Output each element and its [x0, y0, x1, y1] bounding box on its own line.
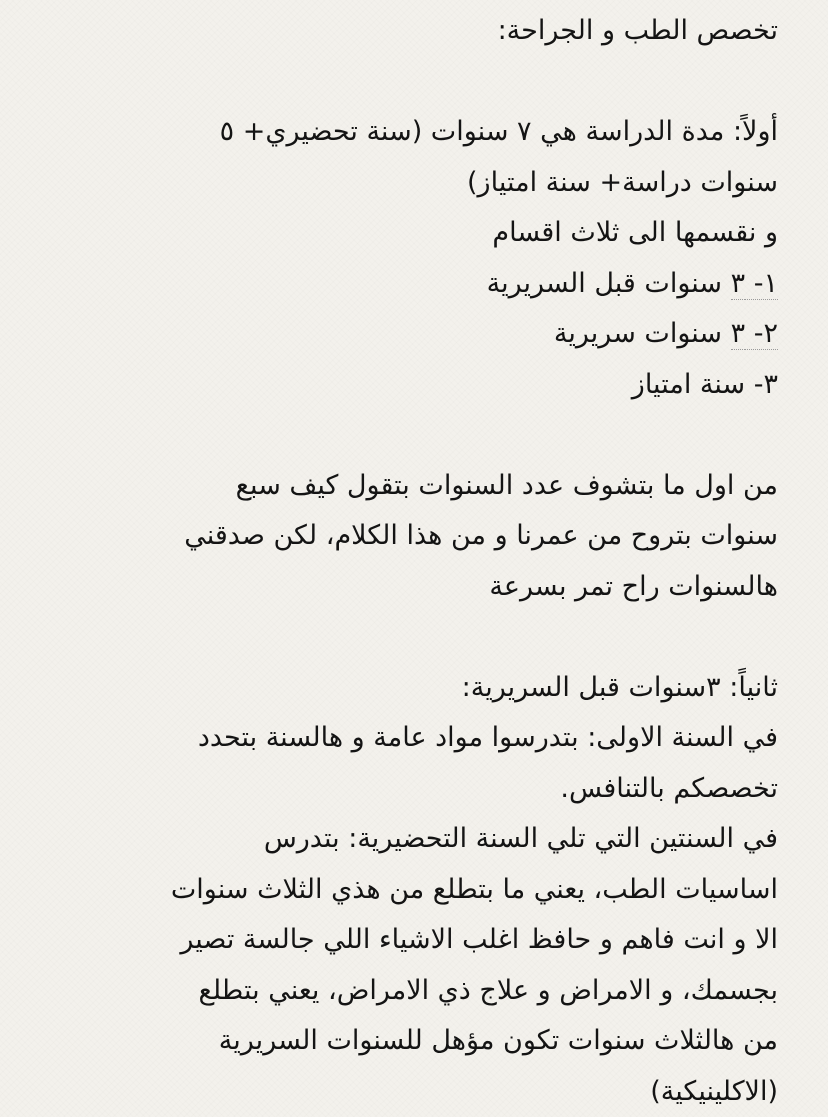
paragraph-line: الا و انت فاهم و حافظ اغلب الاشياء اللي جالسة تصير [8, 915, 778, 966]
blank-line [8, 410, 778, 461]
list-item-prefix: ٢- [745, 318, 778, 350]
paragraph-line: من اول ما بتشوف عدد السنوات بتقول كيف سبع [8, 461, 778, 512]
list-item-text: سنة امتياز [632, 369, 745, 400]
intro-line: أولاً: مدة الدراسة هي ٧ سنوات (سنة تحضيري+ ٥ [8, 107, 778, 158]
intro-line: سنوات دراسة+ سنة امتياز) [8, 158, 778, 209]
paragraph-line: تخصصكم بالتنافس. [8, 764, 778, 815]
list-item-prefix: ١- [745, 268, 778, 300]
paragraph-line: (الاكلينيكية) [8, 1067, 778, 1117]
list-item-text: سنوات قبل السريرية [487, 268, 731, 299]
paragraph-line: بجسمك، و الامراض و علاج ذي الامراض، يعني بتطلع [8, 966, 778, 1017]
list-item-prefix: ٣- [745, 369, 778, 400]
blank-line [8, 57, 778, 108]
list-item-number[interactable]: ٣ [731, 318, 746, 350]
list-item [8, 259, 778, 310]
list-item-text: سنوات سريرية [554, 318, 731, 349]
note-body [8, 6, 778, 1117]
list-item [8, 360, 778, 411]
section-heading: ثانياً: ٣سنوات قبل السريرية: [8, 663, 778, 714]
paragraph-line: اساسيات الطب، يعني ما بتطلع من هذي الثلاث سنوات [8, 865, 778, 916]
note-title: تخصص الطب و الجراحة: [8, 6, 778, 57]
paragraph-line: سنوات بتروح من عمرنا و من هذا الكلام، لكن صدقني [8, 511, 778, 562]
paragraph-line: في السنتين التي تلي السنة التحضيرية: بتدرس [8, 814, 778, 865]
paragraph-line: في السنة الاولى: بتدرسوا مواد عامة و هالسنة بتحدد [8, 713, 778, 764]
paragraph-line: هالسنوات راح تمر بسرعة [8, 562, 778, 613]
list-item [8, 309, 778, 360]
intro-line: و نقسمها الى ثلاث اقسام [8, 208, 778, 259]
paragraph-line: من هالثلاث سنوات تكون مؤهل للسنوات السريرية [8, 1016, 778, 1067]
list-item-number[interactable]: ٣ [731, 268, 746, 300]
blank-line [8, 612, 778, 663]
